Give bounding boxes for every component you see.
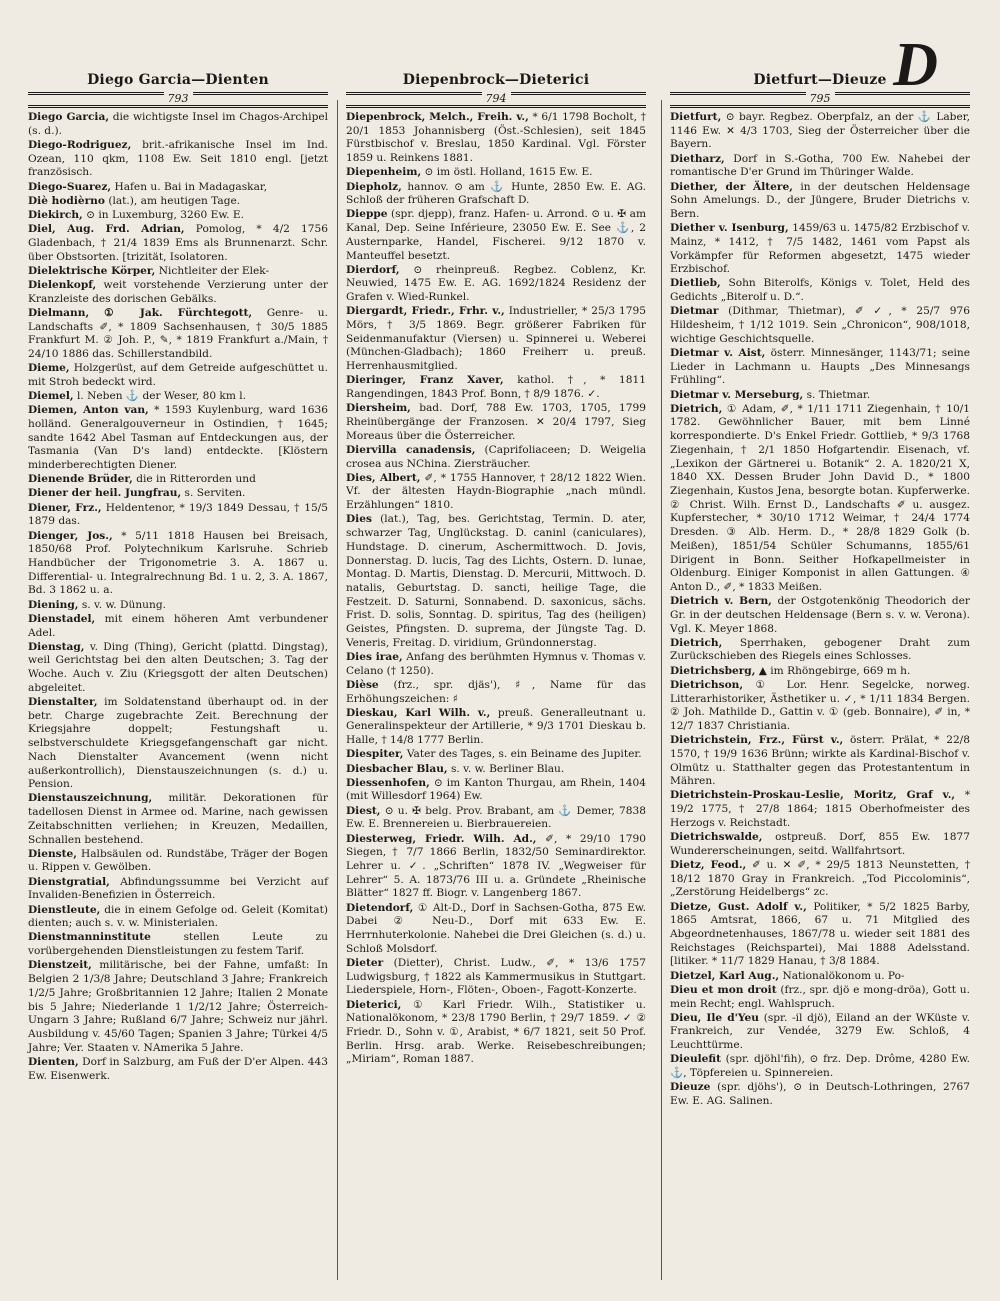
dictionary-entry [28, 599, 328, 613]
entry-headword: Diepholz, [346, 180, 402, 193]
dictionary-entry [346, 999, 646, 1068]
entry-text: 1459/63 u. 1475/82 Erzbischof v. Mainz, * 1412, † 7/5 1482, 1461 vom Papst als Vorkämpfer für Reformen abgesetzt, 1475 wieder Erzbischof. [670, 222, 970, 276]
dictionary-entry [28, 848, 328, 875]
dictionary-entry [346, 833, 646, 902]
entry-headword: Diener, Frz., [28, 501, 102, 514]
entry-headword: Dietmar [670, 305, 719, 318]
column-1 [28, 72, 328, 1084]
entry-text: Abfindungssumme bei Verzicht auf Invaliden-Benefizien in Österreich. [28, 875, 328, 902]
entry-headword: Dierdorf, [346, 263, 400, 276]
entry-headword: Diether v. Isenburg, [670, 222, 789, 235]
dictionary-entry [28, 487, 328, 501]
dictionary-entry [28, 641, 328, 696]
dictionary-entry [346, 763, 646, 777]
page-number-row [346, 92, 646, 108]
entry-text: (Dithmar, Thietmar), ✐ ✓, * 25/7 976 Hildesheim, † 1/12 1019. Sein „Chronicon“, 908/1018, wichtige Geschichtsquelle. [670, 305, 970, 345]
dictionary-entry [28, 265, 328, 279]
entry-headword: Dienstleute, [28, 903, 101, 916]
dictionary-entry [28, 696, 328, 792]
dictionary-entry [670, 970, 970, 984]
dictionary-entry [670, 111, 970, 152]
dictionary-entry [346, 264, 646, 305]
dictionary-entry [28, 959, 328, 1055]
entry-headword: Dietrich, [670, 402, 723, 415]
entry-text: Dorf in S.-Gotha, 700 Ew. Nahebei der romantische D'er Grund im Thüringer Walde. [670, 152, 970, 179]
entry-headword: Dies irae, [346, 650, 403, 663]
entry-headword: Dietrichstein-Proskau-Leslie, Moritz, Graf v., [670, 789, 956, 802]
entry-text: Sohn Biterolfs, Königs v. Tolet, Held des Gedichts „Biterolf u. D.“. [670, 277, 970, 304]
entry-text: * 6/1 1798 Bocholt, † 20/1 1853 Johannisberg (Öst.-Schlesien), seit 1845 Fürstbischof v. Breslau, 1850 Kardinal. Vgl. Förster 1859 u. Reinkens 1881. [346, 111, 646, 165]
entry-headword: Dienste, [28, 847, 77, 860]
dictionary-entry [670, 831, 970, 858]
entry-headword: Dienstmanninstitute [28, 931, 151, 944]
entry-text: (frz., spr. djö e mong-dröa), Gott u. mein Recht; engl. Wahlspruch. [670, 983, 970, 1010]
entry-headword: Diesterweg, Friedr. Wilh. Ad., [346, 832, 537, 845]
entry-headword: Dieu, Ile d'Yeu [670, 1011, 759, 1024]
dictionary-entry [28, 530, 328, 599]
entry-text: weit vorstehende Verzierung unter der Kranzleiste des dorischen Gebälks. [28, 278, 328, 305]
page-number-row [670, 92, 970, 108]
entry-headword: Dietze, Gust. Adolf v., [670, 900, 807, 913]
column-2 [346, 72, 646, 1068]
entry-headword: Dieringer, Franz Xaver, [346, 374, 504, 387]
dictionary-entry [346, 208, 646, 263]
entry-text: ⊙ u. ✠ belg. Prov. Brabant, am ⚓ Demer, 7838 Ew. E. Brennereien u. Bierbrauereien. [346, 804, 646, 831]
entry-headword: Dienende Brüder, [28, 473, 133, 486]
entry-text: bad. Dorf, 788 Ew. 1703, 1705, 1799 Rheinübergänge der Franzosen. ✕ 20/4 1797, Sieg Moreaus über die Österreicher. [346, 402, 646, 442]
dictionary-entry [28, 473, 328, 487]
entry-headword: Dieter [346, 956, 384, 969]
entry-headword: Diemel, [28, 390, 74, 403]
entry-text: die wichtigste Insel im Chagos-Archipel (s. d.). [28, 111, 329, 137]
dictionary-entry [28, 792, 328, 847]
dictionary-entry [346, 374, 646, 401]
entry-text: Dorf in Salzburg, am Fuß der D'er Alpen. 443 Ew. Eisenwerk. [28, 1055, 328, 1082]
entry-text: (lat.), Tag, bes. Gerichtstag, Termin. D. ater, schwarzer Tag, Unglückstag. D. caninl (caniculares), Hundstage. D. cinerum, Aschermittwoch. D. Jovis, Donnerstag. D. lucis, Tag des Lichts, Ostern. D. lunae, Montag. D. Martis, Dienstag. D. Mercurii, Mittwoch. D. natalis, Geburtstag. D. sancti, heilige Tage, die Festzeit. D. Saturni, Sonnabend. D. saxonicus, sächs. Frist. D. solis, Sonntag. D. spiritus, Tag des (heiligen) Geistes, Pfingsten. D. suprema, der Jüngste Tag. D. Veneris, Freitag. D. viridium, Gründonnerstag. [346, 513, 646, 649]
entry-text: s. v. w. Berliner Blau. [450, 762, 565, 775]
entry-headword: Diervilla canadensis, [346, 443, 476, 456]
entry-headword: Dienstzeit, [28, 959, 92, 972]
entry-headword: Dieppe [346, 208, 388, 221]
dictionary-entry [346, 513, 646, 650]
dictionary-entry [28, 404, 328, 473]
entry-headword: Diego-Rodriguez, [28, 138, 132, 151]
dictionary-entry [28, 390, 328, 404]
entry-text: (spr. djepp), franz. Hafen- u. Arrond. ⊙ u. ✠ am Kanal, Dep. Seine Inférieure, 23050 Ew. E. See ⚓, 2 Austernparke, Handel, Fischerei. 9/12 1870 v. Manteuffel besetzt. [346, 208, 646, 262]
dictionary-entry [670, 859, 970, 900]
dictionary-entry [346, 181, 646, 208]
entry-text: im Soldatenstand überhaupt od. in der betr. Charge zugebrachte Zeit. Berechnung der Kriegsjahre doppelt; Festungshaft u. selbstverschuldete Kriegsgefangenschaft gar nicht. Nach Dienstalter Avancement (wenn nicht außerkontrollich), Dienstauszeichnungen (s. d.) u. Pension. [28, 696, 328, 791]
entry-text: kathol. †, * 1811 Rangendingen, 1843 Prof. Bonn, † 8/9 1876. ✓. [346, 374, 646, 401]
dictionary-entry [346, 111, 646, 166]
entry-headword: Diergardt, Friedr., Frhr. v., [346, 305, 505, 318]
entry-text: (frz., spr. djäs'), ♯, Name für das Erhöhungszeichen: ♯ [346, 678, 646, 705]
entry-headword: Dietharz, [670, 152, 725, 165]
entry-headword: Dietrichswalde, [670, 831, 763, 844]
entry-headword: Dietrichstein, Frz., Fürst v., [670, 734, 844, 747]
entry-headword: Dieulefit [670, 1053, 722, 1066]
dictionary-entry [28, 931, 328, 958]
entry-text: v. Ding (Thing), Gericht (plattd. Dingstag), weil Gerichtstag bei den alten Deutschen; 3. Tag der Woche. Auch v. Ziu (Kriegsgott der alten Deutschen) abgeleitet. [28, 640, 328, 694]
page-number: 794 [482, 92, 511, 105]
entry-headword: Dietrichson, [670, 678, 744, 691]
entry-text: ✐, * 29/10 1790 Siegen, † 7/7 1866 Berlin, 1832/50 Seminardirektor. Lehrer u. ✓. „Schriften“ 1878 IV. „Wegweiser für Lehrer“ 5. A. 1873/76 III u. a. Gründete „Rheinische Blätter“ 1827 ff. Biogr. v. Langenberg 1867. [346, 832, 646, 900]
entry-text: s. Serviten. [184, 487, 246, 500]
entry-headword: Dieu et mon droit [670, 983, 777, 996]
entry-headword: Diepenbrock, Melch., Freih. v., [346, 111, 529, 123]
entry-text: die in einem Gefolge od. Geleit (Komitat) dienten; auch s. v. w. Ministerialen. [28, 903, 328, 930]
dictionary-entry [28, 195, 328, 209]
entry-text: Nationalökonom u. Po- [782, 969, 905, 982]
dictionary-entry [28, 223, 328, 264]
dictionary-entry [670, 403, 970, 595]
entry-headword: Dietfurt, [670, 111, 722, 123]
entry-headword: Dietendorf, [346, 901, 414, 914]
entry-text: mit einem höheren Amt verbundener Adel. [28, 612, 329, 639]
dictionary-entry [28, 362, 328, 389]
entry-headword: Dietz, Feod., [670, 858, 747, 871]
entry-headword: Dièse [346, 678, 379, 691]
entry-text: (Dietter), Christ. Ludw., ✐, * 13/6 1757 Ludwigsburg, † 1822 als Kammermusikus in Stuttgart. Liederspiele, Horn-, Flöten-, Oboen-, Fagott-Konzerte. [346, 956, 646, 997]
entry-text: * 19/2 1775, † 27/8 1864; 1815 Oberhofmeister des Herzogs v. Reichstadt. [670, 789, 970, 829]
entry-headword: Diel, Aug. Frd. Adrian, [28, 223, 185, 236]
entry-text: Halbsäulen od. Rundstäbe, Träger der Bogen u. Rippen v. Gewölben. [28, 847, 329, 874]
entry-headword: Dietrich v. Bern, [670, 595, 772, 608]
dictionary-entry [28, 876, 328, 903]
dictionary-entry [670, 901, 970, 970]
entry-text: Sperrhaken, gebogener Draht zum Zurückschieben des Riegels eines Schlosses. [670, 636, 970, 663]
dictionary-entry [346, 679, 646, 706]
entry-text: (spr. -il djö), Eiland an der WKüste v. Frankreich, zur Vendée, 3279 Ew. Schloß, 4 Leuchttürme. [670, 1011, 970, 1052]
entry-text: ⊙ rheinpreuß. Regbez. Coblenz, Kr. Neuwied, 1475 Ew. E. AG. 1692/1824 Residenz der Grafen v. Wied-Runkel. [346, 263, 647, 304]
entry-headword: Diekirch, [28, 208, 83, 221]
entry-text: Pomolog, * 4/2 1756 Gladenbach, † 21/4 1839 Ems als Brunnenarzt. Schr. über Obstsorten. [trizität, Isolatoren. [28, 223, 328, 263]
entry-text: ostpreuß. Dorf, 855 Ew. 1877 Wundererscheinungen, seitd. Wallfahrtsort. [670, 831, 970, 857]
entry-text: s. Thietmar. [806, 388, 871, 401]
dictionary-entry [670, 347, 970, 388]
entry-text: (spr. djöhs'), ⊙ in Deutsch-Lothringen, 2767 Ew. E. AG. Salinen. [670, 1081, 970, 1107]
entry-headword: Dies, Albert, [346, 471, 421, 484]
dictionary-entry [28, 111, 328, 138]
entry-text: Genre- u. Landschafts ✐, * 1809 Sachsenhausen, † 30/5 1885 Frankfurt M. ② Joh. P., ✎, * 1819 Frankfurt a./Main, † 24/10 1886 das. Schillerstandbild. [28, 306, 328, 360]
entry-text: der Ostgotenkönig Theodorich der Gr. in der deutschen Heldensage (Bern s. v. w. Verona). Vgl. K. Meyer 1868. [670, 595, 970, 635]
dictionary-entry [670, 679, 970, 734]
entry-headword: Dielektrische Körper, [28, 264, 156, 277]
entry-text: (lat.), am heutigen Tage. [108, 194, 241, 207]
dictionary-entry [670, 153, 970, 180]
entry-text: militärische, bei der Fahne, umfaßt: In Belgien 2 1/3/8 Jahre; Deutschland 3 Jahre; Frankreich 1/2/5 Jahre; Großbritannien 12 Jahre; Italien 2 Monate bis 5 Jahre; Niederlande 1 1/2/12 Jahre; Österreich-Ungarn 3 Jahre; Rußland 6/7 Jahre; Schweiz nur jährl. Ausbildung v. 45/60 Tagen; Spanien 3 Jahre; Türkei 4/5 Jahre; Ver. Staaten v. NAmerika 5 Jahre. [28, 959, 328, 1054]
entry-headword: Diè hodièrno [28, 194, 105, 207]
entry-text: Heldentenor, * 19/3 1849 Dessau, † 15/5 1879 das. [28, 501, 328, 528]
entry-list [346, 111, 646, 1067]
entry-list [670, 111, 970, 1109]
entry-text: Politiker, * 5/2 1825 Barby, 1865 Amtsrat, 1866, 67 u. 71 Mitglied des Abgeordnetenhauses, 1867/78 u. wieder seit 1881 des Reichstages (Reichspartei), Mai 1888 Adelsstand. [litiker. * 11/7 1829 Hanau, † 3/8 1884. [670, 900, 971, 968]
dictionary-entry [670, 1012, 970, 1053]
entry-headword: Dietmar v. Aist, [670, 346, 766, 359]
entry-headword: Diespiter, [346, 748, 404, 761]
entry-text: hannov. ⊙ am ⚓ Hunte, 2850 Ew. E. AG. Schloß der früheren Grafschaft D. [346, 180, 646, 207]
running-header: Dietfurt—Dieuze [753, 72, 887, 88]
dictionary-entry [28, 307, 328, 362]
dictionary-entry [670, 734, 970, 789]
running-header: Diepenbrock—Dieterici [402, 72, 590, 88]
entry-headword: Dieuze [670, 1081, 711, 1094]
entry-text: preuß. Generalleutnant u. Generalinspekteur der Artillerie, * 9/3 1701 Dieskau b. Halle, † 14/8 1777 Berlin. [346, 706, 647, 747]
entry-headword: Dienstauszeichnung, [28, 792, 153, 805]
entry-headword: Diest, [346, 804, 381, 817]
entry-text: brit.-afrikanische Insel im Ind. Ozean, 110 qkm, 1108 Ew. Seit 1810 engl. [jetzt französisch. [28, 138, 328, 179]
dictionary-entry [346, 444, 646, 471]
entry-headword: Diener der heil. Jungfrau, [28, 487, 182, 500]
dictionary-entry [670, 389, 970, 403]
entry-text: in der deutschen Heldensage Sohn Amelungs. D., der Jüngere, Bruder Dietrichs v. Bern. [670, 180, 971, 220]
entry-text: militär. Dekorationen für tadellosen Dienst in Armee od. Marine, nach gewissen Zeitabschnitten verliehen; in Kreuzen, Medaillen, Schnallen bestehend. [28, 792, 328, 846]
entry-text: ① Lor. Henr. Segelcke, norweg. Litterarhistoriker, Ästhetiker u. ✓, * 1/11 1834 Bergen. ② Joh. Mathilde D., Gattin v. ① (geb. Bonnaire), ✐ in, * 12/7 1837 Christiania. [670, 678, 970, 732]
entry-headword: Dietrichsberg, [670, 664, 756, 677]
dictionary-entry [28, 502, 328, 529]
entry-headword: Dienstag, [28, 640, 85, 653]
entry-text: ① Adam, ✐, * 1/11 1711 Ziegenhain, † 10/1 1782. Gewöhnlicher Bauer, mit bem Linné korrespondierte. D's Enkel Friedr. Gottlieb, * 9/3 1768 Ziegenhain, † 2/1 1850 Hofgartendir. Eisenach, vf. „Lexikon der Gärtnerei u. Botanik“ 2. A. 1820/21 X, 1840 XX. Dessen Bruder John David D., * 1800 Ziegenhain, Kustos Jena, besorgte botan. Kupferwerke. ② Christ. Wilh. Ernst D., Landschafts ✐ u. ausgez. Kupferstecher, * 30/10 1712 Weimar, † 24/4 1774 Dresden. ③ Alb. Herm. D., * 28/8 1829 Golk (b. Meißen), 1851/54 Schüler Schumanns, 1855/61 Dirigent in Bonn. Seither Hofkapellmeister in Oldenburg. Einiger Komponist in allen Gattungen. ④ Anton D., ✐, * 1833 Meißen. [670, 402, 970, 593]
entry-text: Industrieller, * 25/3 1795 Mörs, † 3/5 1869. Begr. größerer Fabriken für Seidenmanufaktur (Viersen) u. Spinnerei u. Weberei (München-Gladbach); 1860 Freiherr u. preuß. Herrenhausmitglied. [346, 305, 646, 373]
dictionary-entry [346, 166, 646, 180]
dictionary-entry [28, 1056, 328, 1083]
entry-headword: Dieterici, [346, 998, 402, 1011]
column-3 [670, 72, 970, 1109]
dictionary-entry [28, 209, 328, 223]
entry-text: Nichtleiter der Elek- [158, 264, 270, 277]
page-number: 793 [164, 92, 193, 105]
entry-text: Holzgerüst, auf dem Getreide aufgeschüttet u. mit Stroh bedeckt wird. [28, 362, 328, 388]
entry-headword: Dienten, [28, 1055, 79, 1068]
entry-headword: Diemen, Anton van, [28, 404, 149, 417]
dictionary-entry [28, 139, 328, 180]
dictionary-entry [670, 222, 970, 277]
dictionary-entry [670, 181, 970, 222]
dictionary-entry [346, 305, 646, 374]
entry-text: ⊙ in Luxemburg, 3260 Ew. E. [86, 208, 244, 221]
entry-text: * 5/11 1818 Hausen bei Breisach, 1850/68 Prof. Polytechnikum Karlsruhe. Schrieb Handbücher der Trigonometrie 3. A. 1867 u. Differential- u. Integralrechnung Bd. 1 u. 2, 3. A. 1867, Bd. 3 1862 u. a. [28, 529, 328, 597]
dictionary-entry [670, 789, 970, 830]
entry-text: (spr. djöhl'fih), ⊙ frz. Dep. Drôme, 4280 Ew. ⚓, Töpfereien u. Spinnereien. [670, 1053, 970, 1080]
entry-headword: Dies [346, 513, 372, 526]
entry-list [28, 111, 328, 1083]
entry-headword: Diessenhofen, [346, 776, 430, 789]
entry-text: ⊙ im östl. Holland, 1615 Ew. E. [424, 166, 593, 179]
entry-text: österr. Prälat, * 22/8 1570, † 19/9 1636 Brünn; wirkte als Kardinal-Bischof v. Olmütz u. Statthalter gegen das Protestantentum in Mähren. [670, 734, 970, 788]
entry-text: l. Neben ⚓ der Weser, 80 km l. [77, 390, 247, 403]
entry-text: s. v. w. Dünung. [81, 598, 166, 611]
entry-text: ① Karl Friedr. Wilh., Statistiker u. Nationalökonom, * 23/8 1790 Berlin, † 29/7 1859. ✓ ② Friedr. D., Sohn v. ①, Arabist, * 6/7 1821, seit 50 Prof. Berlin. Hrsg. arab. Werke. Reisebeschreibungen; „Miriam“, Roman 1887. [346, 998, 646, 1066]
entry-text: ⊙ bayr. Regbez. Oberpfalz, an der ⚓ Laber, 1146 Ew. ✕ 4/3 1703, Sieg der Österreicher über die Bayern. [670, 111, 971, 151]
dictionary-entry [670, 1053, 970, 1080]
entry-text: stellen Leute zu vorübergehenden Dienstleistungen zu festem Tarif. [28, 931, 328, 958]
dictionary-entry [346, 777, 646, 804]
entry-text: Anfang des berühmten Hymnus v. Thomas v. Celano († 1250). [346, 650, 646, 677]
entry-headword: Diego Garcia, [28, 111, 110, 123]
entry-headword: Dieskau, Karl Wilh. v., [346, 706, 491, 719]
entry-text: ✐, * 1755 Hannover, † 28/12 1822 Wien. Vf. der ältesten Haydn-Biographie „nach mündl. Erzählungen“ 1810. [346, 471, 646, 512]
entry-headword: Dienstalter, [28, 696, 98, 709]
dictionary-entry [670, 984, 970, 1011]
entry-text: (Caprifoliaceen; D. Weigelia crosea aus NChina. Ziersträucher. [346, 443, 647, 470]
entry-headword: Diether, der Ältere, [670, 180, 793, 193]
dictionary-entry [346, 748, 646, 762]
dictionary-entry [28, 613, 328, 640]
entry-headword: Diego-Suarez, [28, 180, 112, 193]
page-letter: D [893, 31, 938, 99]
entry-headword: Dietlieb, [670, 277, 721, 290]
entry-text: * 1593 Kuylenburg, ward 1636 holländ. Generalgouverneur in Ostindien, † 1645; sandte 1642 Abel Tasman auf Entdeckungen aus, der Tasmania (Van D's land) entdeckte. [Klöstern minderberechtigten Diener. [28, 404, 328, 472]
entry-headword: Dienger, Jos., [28, 529, 113, 542]
dictionary-entry [670, 1081, 970, 1108]
entry-text: ✐ u. ✕ ✐, * 29/5 1813 Neunstetten, † 18/12 1870 Gray in Frankreich. „Tod Piccolominis“, „Zerstörung Heidelbergs“ zc. [670, 858, 970, 899]
entry-headword: Dietmar v. Merseburg, [670, 388, 804, 401]
entry-headword: Dielenkopf, [28, 278, 97, 291]
dictionary-entry [346, 707, 646, 748]
entry-headword: Dieme, [28, 362, 70, 375]
dictionary-entry [670, 637, 970, 664]
entry-headword: Dielmann, ① Jak. Fürchtegott, [28, 306, 253, 319]
dictionary-entry [346, 902, 646, 957]
running-header: Diego Garcia—Dienten [87, 72, 269, 88]
entry-text: ① Alt-D., Dorf in Sachsen-Gotha, 875 Ew. Dabei ② Neu-D., Dorf mit 633 Ew. E. Herrnhuterkolonie. Nahebei die Drei Gleichen (s. d.) u. Schloß Molsdorf. [346, 901, 646, 955]
dictionary-entry [346, 651, 646, 678]
dictionary-entry [670, 595, 970, 636]
dictionary-entry [670, 665, 970, 679]
dictionary-entry [28, 904, 328, 931]
dictionary-entry [28, 279, 328, 306]
entry-text: Vater des Tages, s. ein Beiname des Jupiter. [406, 748, 642, 761]
dictionary-entry [346, 805, 646, 832]
entry-text: die in Ritterorden und [136, 473, 256, 486]
dictionary-entry [346, 402, 646, 443]
dictionary-entry [28, 181, 328, 195]
entry-headword: Diersheim, [346, 402, 411, 415]
page-number-row [28, 92, 328, 108]
entry-text: ⊙ im Kanton Thurgau, am Rhein, 1404 (mit Willesdorf 1964) Ew. [346, 776, 646, 803]
entry-headword: Dienstgratial, [28, 875, 110, 888]
entry-headword: Dietzel, Karl Aug., [670, 969, 780, 982]
entry-headword: Dienstadel, [28, 612, 96, 625]
page-number: 795 [806, 92, 835, 105]
entry-headword: Diepenheim, [346, 166, 422, 179]
column-divider [337, 100, 338, 1280]
dictionary-entry [346, 472, 646, 513]
entry-headword: Diesbacher Blau, [346, 762, 448, 775]
dictionary-entry [670, 277, 970, 304]
entry-headword: Diening, [28, 598, 79, 611]
entry-text: österr. Minnesänger, 1143/71; seine Lieder in Lachmann u. Haupts „Des Minnesangs Frühling“. [670, 346, 970, 387]
dictionary-entry [670, 305, 970, 346]
column-divider [661, 100, 662, 1280]
entry-headword: Dietrich, [670, 636, 723, 649]
entry-text: Hafen u. Bai in Madagaskar, [114, 180, 268, 193]
dictionary-entry [346, 957, 646, 998]
entry-text: ▲ im Rhöngebirge, 669 m h. [758, 664, 911, 677]
